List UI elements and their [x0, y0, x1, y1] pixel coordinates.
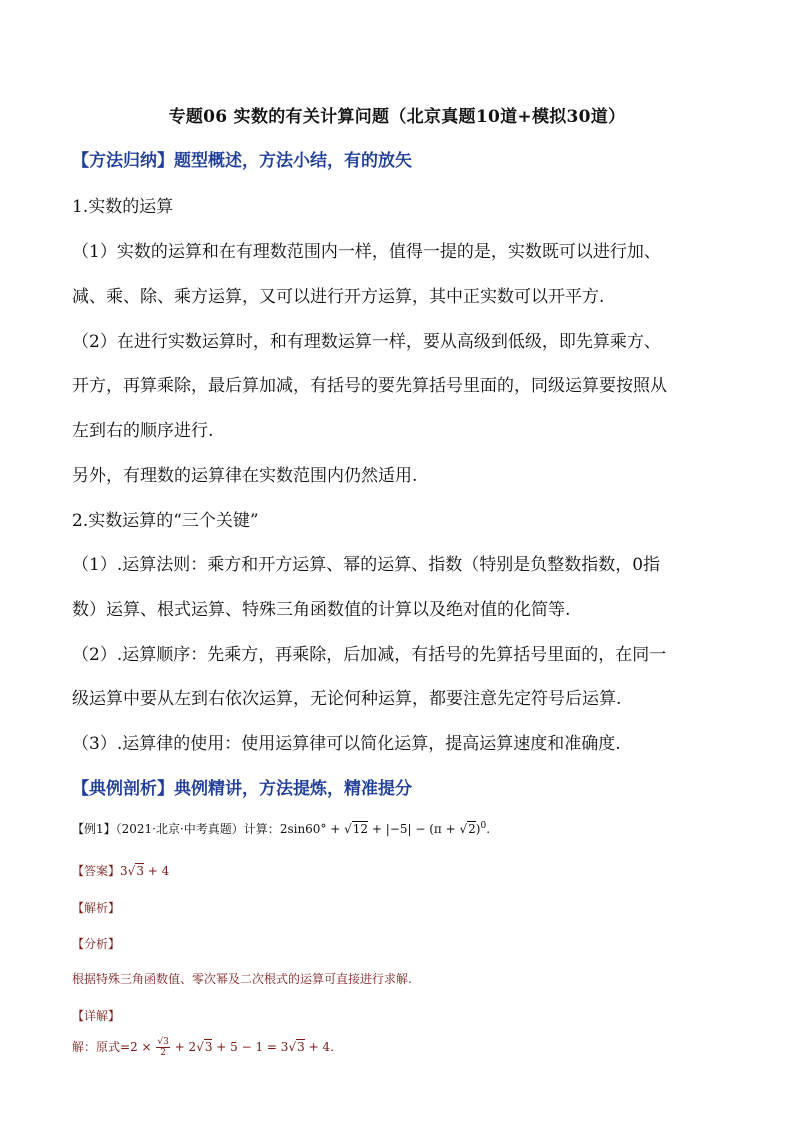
solution-formula: 2 × $\frac{√3}{2}$ + 2√3 + 5 − 1 = 3√3 + 4. [130, 1037, 334, 1058]
question-formula: $2\sin 60^\circ + √12 + |-5| - (\pi + √2)^0$. [279, 821, 491, 836]
fenxi-text: 根据特殊三角函数值、零次幂及二次根式的运算可直接进行求解. [72, 972, 412, 986]
example-heading: 【典例剖析】典例精讲，方法提炼，精准提分 [72, 779, 412, 799]
key-2a: （2）.运算顺序：先乘方，再乘除，后加减，有括号的先算括号里面的，在同一 [72, 645, 667, 665]
page-title: 专题06 实数的有关计算问题（北京真题10道+模拟30道） [168, 107, 626, 127]
paragraph-1b: 减、乘、除、乘方运算，又可以进行开方运算，其中正实数可以开平方. [72, 287, 605, 307]
analysis-label: 【解析】 [72, 901, 121, 915]
method-heading: 【方法归纳】题型概述，方法小结，有的放矢 [72, 151, 412, 171]
paragraph-3: 另外，有理数的运算律在实数范围内仍然适用. [72, 466, 418, 486]
section-2-title: 2.实数运算的“三个关键” [72, 511, 259, 531]
solution-prefix: 解：原式= [72, 1040, 131, 1054]
fenxi-label: 【分析】 [72, 937, 121, 951]
key-2b: 级运算中要从左到右依次运算，无论何种运算，都要注意先定符号后运算. [72, 689, 622, 709]
answer-formula: 3√3 + 4 [120, 864, 170, 878]
paragraph-2a: （2）在进行实数运算时，和有理数运算一样，要从高级到低级，即先算乘方、 [72, 332, 661, 352]
paragraph-2c: 左到右的顺序进行. [72, 421, 214, 441]
answer-label: 【答案】 [72, 864, 121, 878]
solution-line [72, 1037, 334, 1058]
key-1b: 数）运算、根式运算、特殊三角函数值的计算以及绝对值的化简等. [72, 600, 571, 620]
paragraph-2b: 开方，再算乘除，最后算加减，有括号的要先算括号里面的，同级运算要按照从 [72, 376, 667, 396]
detail-label: 【详解】 [72, 1009, 121, 1023]
key-3: （3）.运算律的使用：使用运算律可以简化运算，提高运算速度和准确度. [72, 734, 621, 754]
key-1a: （1）.运算法则：乘方和开方运算、幂的运算、指数（特别是负整数指数，0指 [72, 555, 661, 575]
question-prefix: 【例1】（2021·北京·中考真题）计算： [72, 822, 280, 836]
section-1-title: 1.实数的运算 [72, 197, 174, 217]
example-question [72, 820, 490, 837]
answer-line [72, 862, 169, 879]
paragraph-1a: （1）实数的运算和在有理数范围内一样，值得一提的是，实数既可以进行加、 [72, 242, 661, 262]
